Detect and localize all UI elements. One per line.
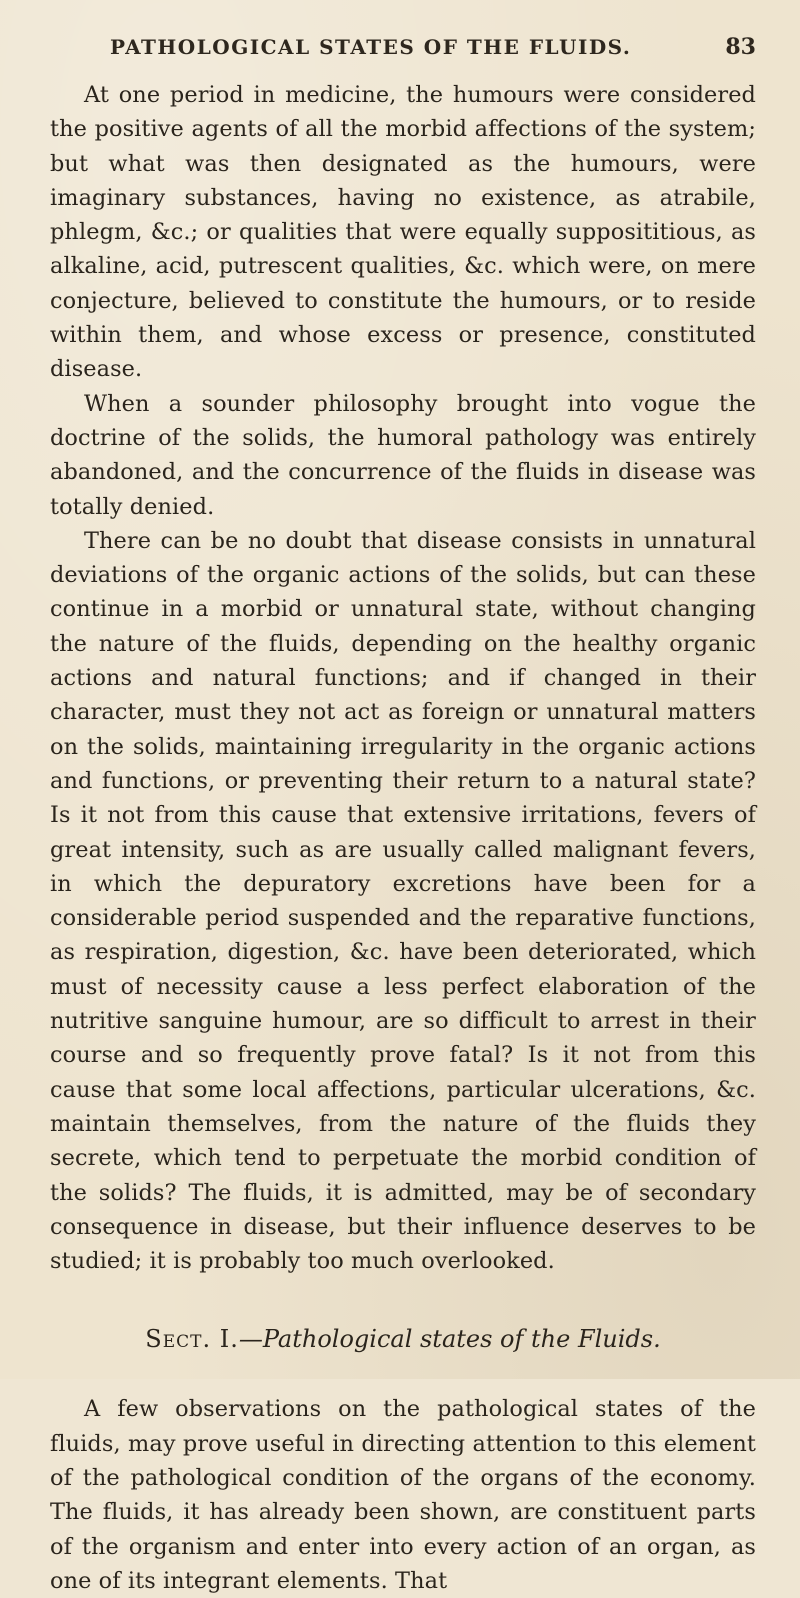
section-label: Sect. I. [145,1325,239,1354]
running-title: PATHOLOGICAL STATES OF THE FLUIDS. [110,35,632,59]
paragraph-solids-doctrine: When a sounder philosophy brought into vogue the doctrine of the solids, the humoral pathology was entirely abandoned, and the concurrence of the fluids in disease was totally denied. [50,390,756,520]
section-heading [50,1322,756,1356]
paragraph-deviations: There can be no doubt that disease consists in unnatural deviations of the organic actions of the solids, but can these continue in a morbid or unnatural state, without changing the nature of the fluids, depending on the healthy organic actions and natural functions; and if changed in their character, must they not act as foreign or unnatural matters on the solids, maintaining irregularity in the organic actions and functions, or preventing their return to a natural state? Is it not from this cause that extensive irritations, fevers of great intensity, such as are usually called malignant fevers, in which the depuratory excretions have been for a considerable period suspended and the reparative functions, as respiration, digestion, &c. have been deteriorated, which must of necessity cause a less perfect elaboration of the nutritive sanguine humour, are so difficult to arrest in their course and so frequently prove fatal? Is it not from this cause that some local affections, particular ulcerations, &c. maintain themselves, from the nature of the fluids they secrete, which tend to perpetuate the morbid condition of the solids? The fluids, it is admitted, may be of secondary consequence in disease, but their influence deserves to be studied; it is probably too much overlooked. [50,527,756,1275]
paragraph-humours: At one period in medicine, the humours were considered the positive agents of all the morbid affections of the system; but what was then designated as the humours, were imaginary substances, having no existence, as atrabile, phlegm, &c.; or qualities that were equally supposititious, as alkaline, acid, putrescent qualities, &c. which were, on mere conjecture, believed to constitute the humours, or to reside within them, and whose excess or presence, constituted disease. [50,82,756,383]
page-number: 83 [725,34,756,60]
section-title: —Pathological states of the Fluids. [238,1325,661,1354]
paragraph-observations: A few observations on the pathological states of the fluids, may prove useful in directing attention to this element of the pathological condition of the organs of the economy. The fluids, it has already been shown, are constituent parts of the organism and enter into every action of an organ, as one of its integrant elements. That [50,1396,756,1594]
running-head [110,34,756,60]
